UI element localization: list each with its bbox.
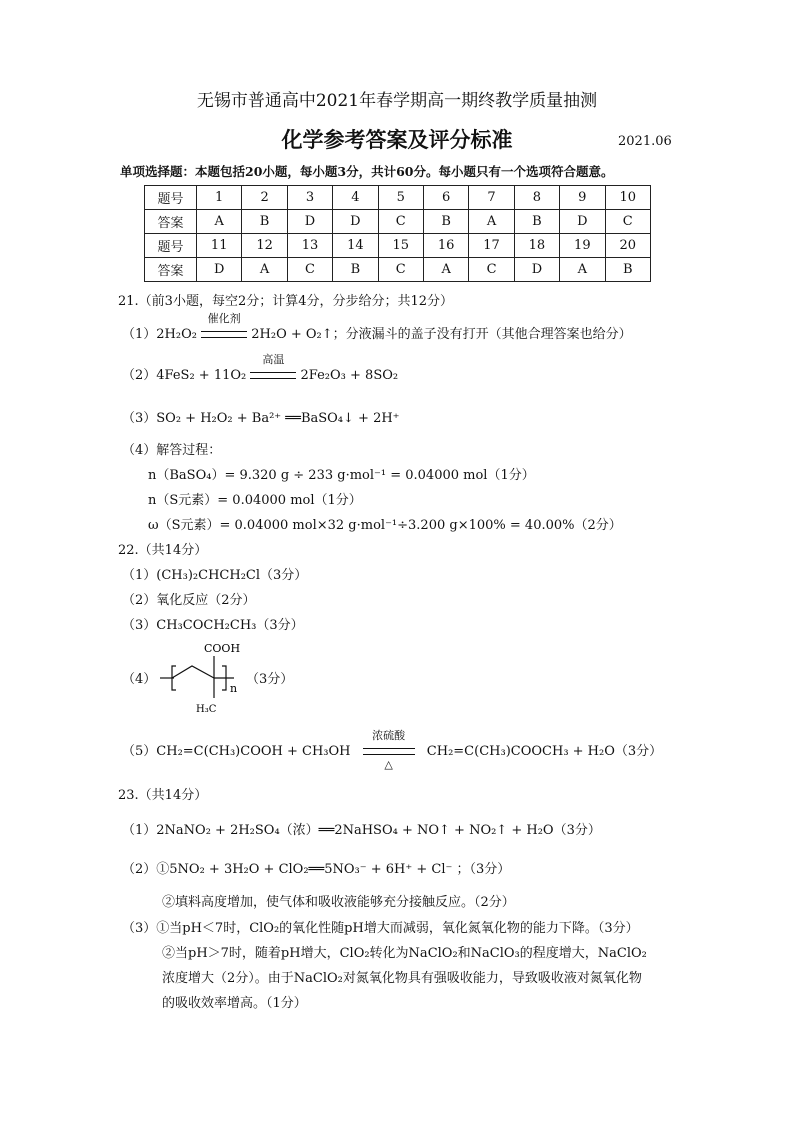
- q22-part3: （3）CH₃COCH₂CH₃（3分）: [122, 618, 304, 633]
- table-cell: A: [423, 258, 468, 282]
- table-cell: 16: [423, 234, 468, 258]
- row-label: 答案: [145, 210, 197, 234]
- table-cell: B: [514, 210, 559, 234]
- q22-part1: （1）(CH₃)₂CHCH₂Cl（3分）: [122, 568, 308, 583]
- q22-part2: （2）氧化反应（2分）: [122, 593, 256, 608]
- section-intro: 单项选择题：本题包括20小题，每小题3分，共计60分。每小题只有一个选项符合题意。: [120, 164, 614, 179]
- condition-text: 高温: [262, 353, 285, 366]
- document-date: 2021.06: [618, 134, 672, 149]
- q21-part2: [122, 353, 399, 385]
- equation-left: CH₂=C(CH₃)COOH + CH₃OH: [156, 744, 351, 759]
- table-cell: 2: [242, 186, 287, 210]
- reversible-arrow: [363, 748, 415, 756]
- table-cell: C: [469, 258, 514, 282]
- q21-calc-line: n（BaSO₄）= 9.320 g ÷ 233 g·mol⁻¹ = 0.04000 mol（1分）: [148, 468, 535, 483]
- q22-part4-score: （3分）: [246, 672, 294, 687]
- table-cell: 9: [560, 186, 605, 210]
- equation-left: 4FeS₂ + 11O₂: [156, 368, 247, 383]
- q21-calc-line: n（S元素）= 0.04000 mol（1分）: [148, 493, 362, 508]
- equation-right: 2H₂O + O₂↑；分液漏斗的盖子没有打开（其他合理答案也给分）: [251, 327, 632, 342]
- q21-part4-label: （4）解答过程：: [122, 443, 222, 458]
- table-cell: 11: [197, 234, 242, 258]
- q22-part4-label: （4）: [122, 672, 157, 687]
- table-cell: 17: [469, 234, 514, 258]
- reaction-condition: [250, 353, 296, 385]
- heat-symbol: △: [384, 758, 393, 771]
- q23-part2-line1: （2）①5NO₂ + 3H₂O + ClO₂══5NO₃⁻ + 6H⁺ + Cl⁻ ；（3分）: [122, 862, 511, 877]
- table-cell: D: [287, 210, 332, 234]
- table-cell: 3: [287, 186, 332, 210]
- part-label: （1）: [122, 327, 157, 342]
- table-row: [145, 210, 651, 234]
- equation-left: 2H₂O₂: [156, 327, 197, 342]
- q21-part3: （3）SO₂ + H₂O₂ + Ba²⁺ ══BaSO₄↓ + 2H⁺: [122, 411, 400, 426]
- table-cell: 5: [378, 186, 423, 210]
- table-cell: A: [469, 210, 514, 234]
- table-cell: B: [333, 258, 378, 282]
- table-cell: A: [242, 258, 287, 282]
- equation-right: CH₂=C(CH₃)COOCH₃ + H₂O（3分）: [426, 744, 663, 759]
- reaction-condition: [201, 312, 247, 344]
- q23-heading: 23.（共14分）: [118, 788, 208, 803]
- table-cell: C: [378, 258, 423, 282]
- q22-part5: [122, 729, 663, 771]
- table-cell: 6: [423, 186, 468, 210]
- table-cell: C: [287, 258, 332, 282]
- q22-heading: 22.（共14分）: [118, 543, 208, 558]
- table-cell: 20: [605, 234, 650, 258]
- q23-part3-line3: 浓度增大（2分）。由于NaClO₂对氮氧化物具有强吸收能力，导致吸收液对氮氧化物: [162, 971, 642, 986]
- table-cell: 8: [514, 186, 559, 210]
- table-cell: D: [560, 210, 605, 234]
- q21-heading: 21.（前3小题，每空2分；计算4分，分步给分；共12分）: [118, 294, 454, 309]
- table-cell: C: [378, 210, 423, 234]
- table-row: [145, 234, 651, 258]
- repeat-n-label: n: [230, 682, 238, 695]
- table-cell: 18: [514, 234, 559, 258]
- table-cell: 1: [197, 186, 242, 210]
- table-cell: C: [605, 210, 650, 234]
- answer-table: [144, 185, 651, 282]
- table-cell: D: [514, 258, 559, 282]
- condition-text: 催化剂: [207, 312, 241, 325]
- methyl-label: H₃C: [196, 704, 217, 714]
- part-label: （5）: [122, 744, 157, 759]
- table-cell: 13: [287, 234, 332, 258]
- part-label: （2）: [122, 368, 157, 383]
- table-cell: B: [242, 210, 287, 234]
- table-cell: B: [605, 258, 650, 282]
- table-row: [145, 258, 651, 282]
- document-title: 无锡市普通高中2021年春学期高一期终教学质量抽测: [196, 91, 598, 111]
- reaction-condition: [363, 729, 415, 771]
- row-label: 题号: [145, 234, 197, 258]
- row-label: 答案: [145, 258, 197, 282]
- table-cell: A: [197, 210, 242, 234]
- q23-part3-line1: （3）①当pH＜7时，ClO₂的氧化性随pH增大而减弱，氧化氮氧化物的能力下降。（3分）: [122, 921, 639, 936]
- equation-right: 2Fe₂O₃ + 8SO₂: [300, 368, 399, 383]
- condition-text: 浓硫酸: [372, 729, 406, 742]
- table-cell: D: [333, 210, 378, 234]
- q23-part2-line2: ②填料高度增加，使气体和吸收液能够充分接触反应。（2分）: [162, 895, 515, 910]
- table-cell: 4: [333, 186, 378, 210]
- table-cell: D: [197, 258, 242, 282]
- q21-part1: [122, 312, 632, 344]
- row-label: 题号: [145, 186, 197, 210]
- table-cell: 15: [378, 234, 423, 258]
- q23-part3-line2: ②当pH＞7时，随着pH增大，ClO₂转化为NaClO₂和NaClO₃的程度增大，NaClO₂: [162, 946, 647, 961]
- table-cell: 7: [469, 186, 514, 210]
- table-row: [145, 186, 651, 210]
- table-cell: 19: [560, 234, 605, 258]
- table-cell: A: [560, 258, 605, 282]
- q21-calc-line: ω（S元素）= 0.04000 mol×32 g·mol⁻¹÷3.200 g×100% = 40.00%（2分）: [148, 518, 622, 533]
- document-subtitle: 化学参考答案及评分标准: [281, 127, 513, 152]
- table-cell: 14: [333, 234, 378, 258]
- table-cell: 12: [242, 234, 287, 258]
- table-cell: 10: [605, 186, 650, 210]
- table-cell: B: [423, 210, 468, 234]
- q23-part3-line4: 的吸收效率增高。（1分）: [162, 996, 307, 1011]
- cooh-label: COOH: [204, 642, 241, 655]
- q23-part1: （1）2NaNO₂ + 2H₂SO₄（浓）══2NaHSO₄ + NO↑ + NO₂↑ + H₂O（3分）: [122, 823, 601, 838]
